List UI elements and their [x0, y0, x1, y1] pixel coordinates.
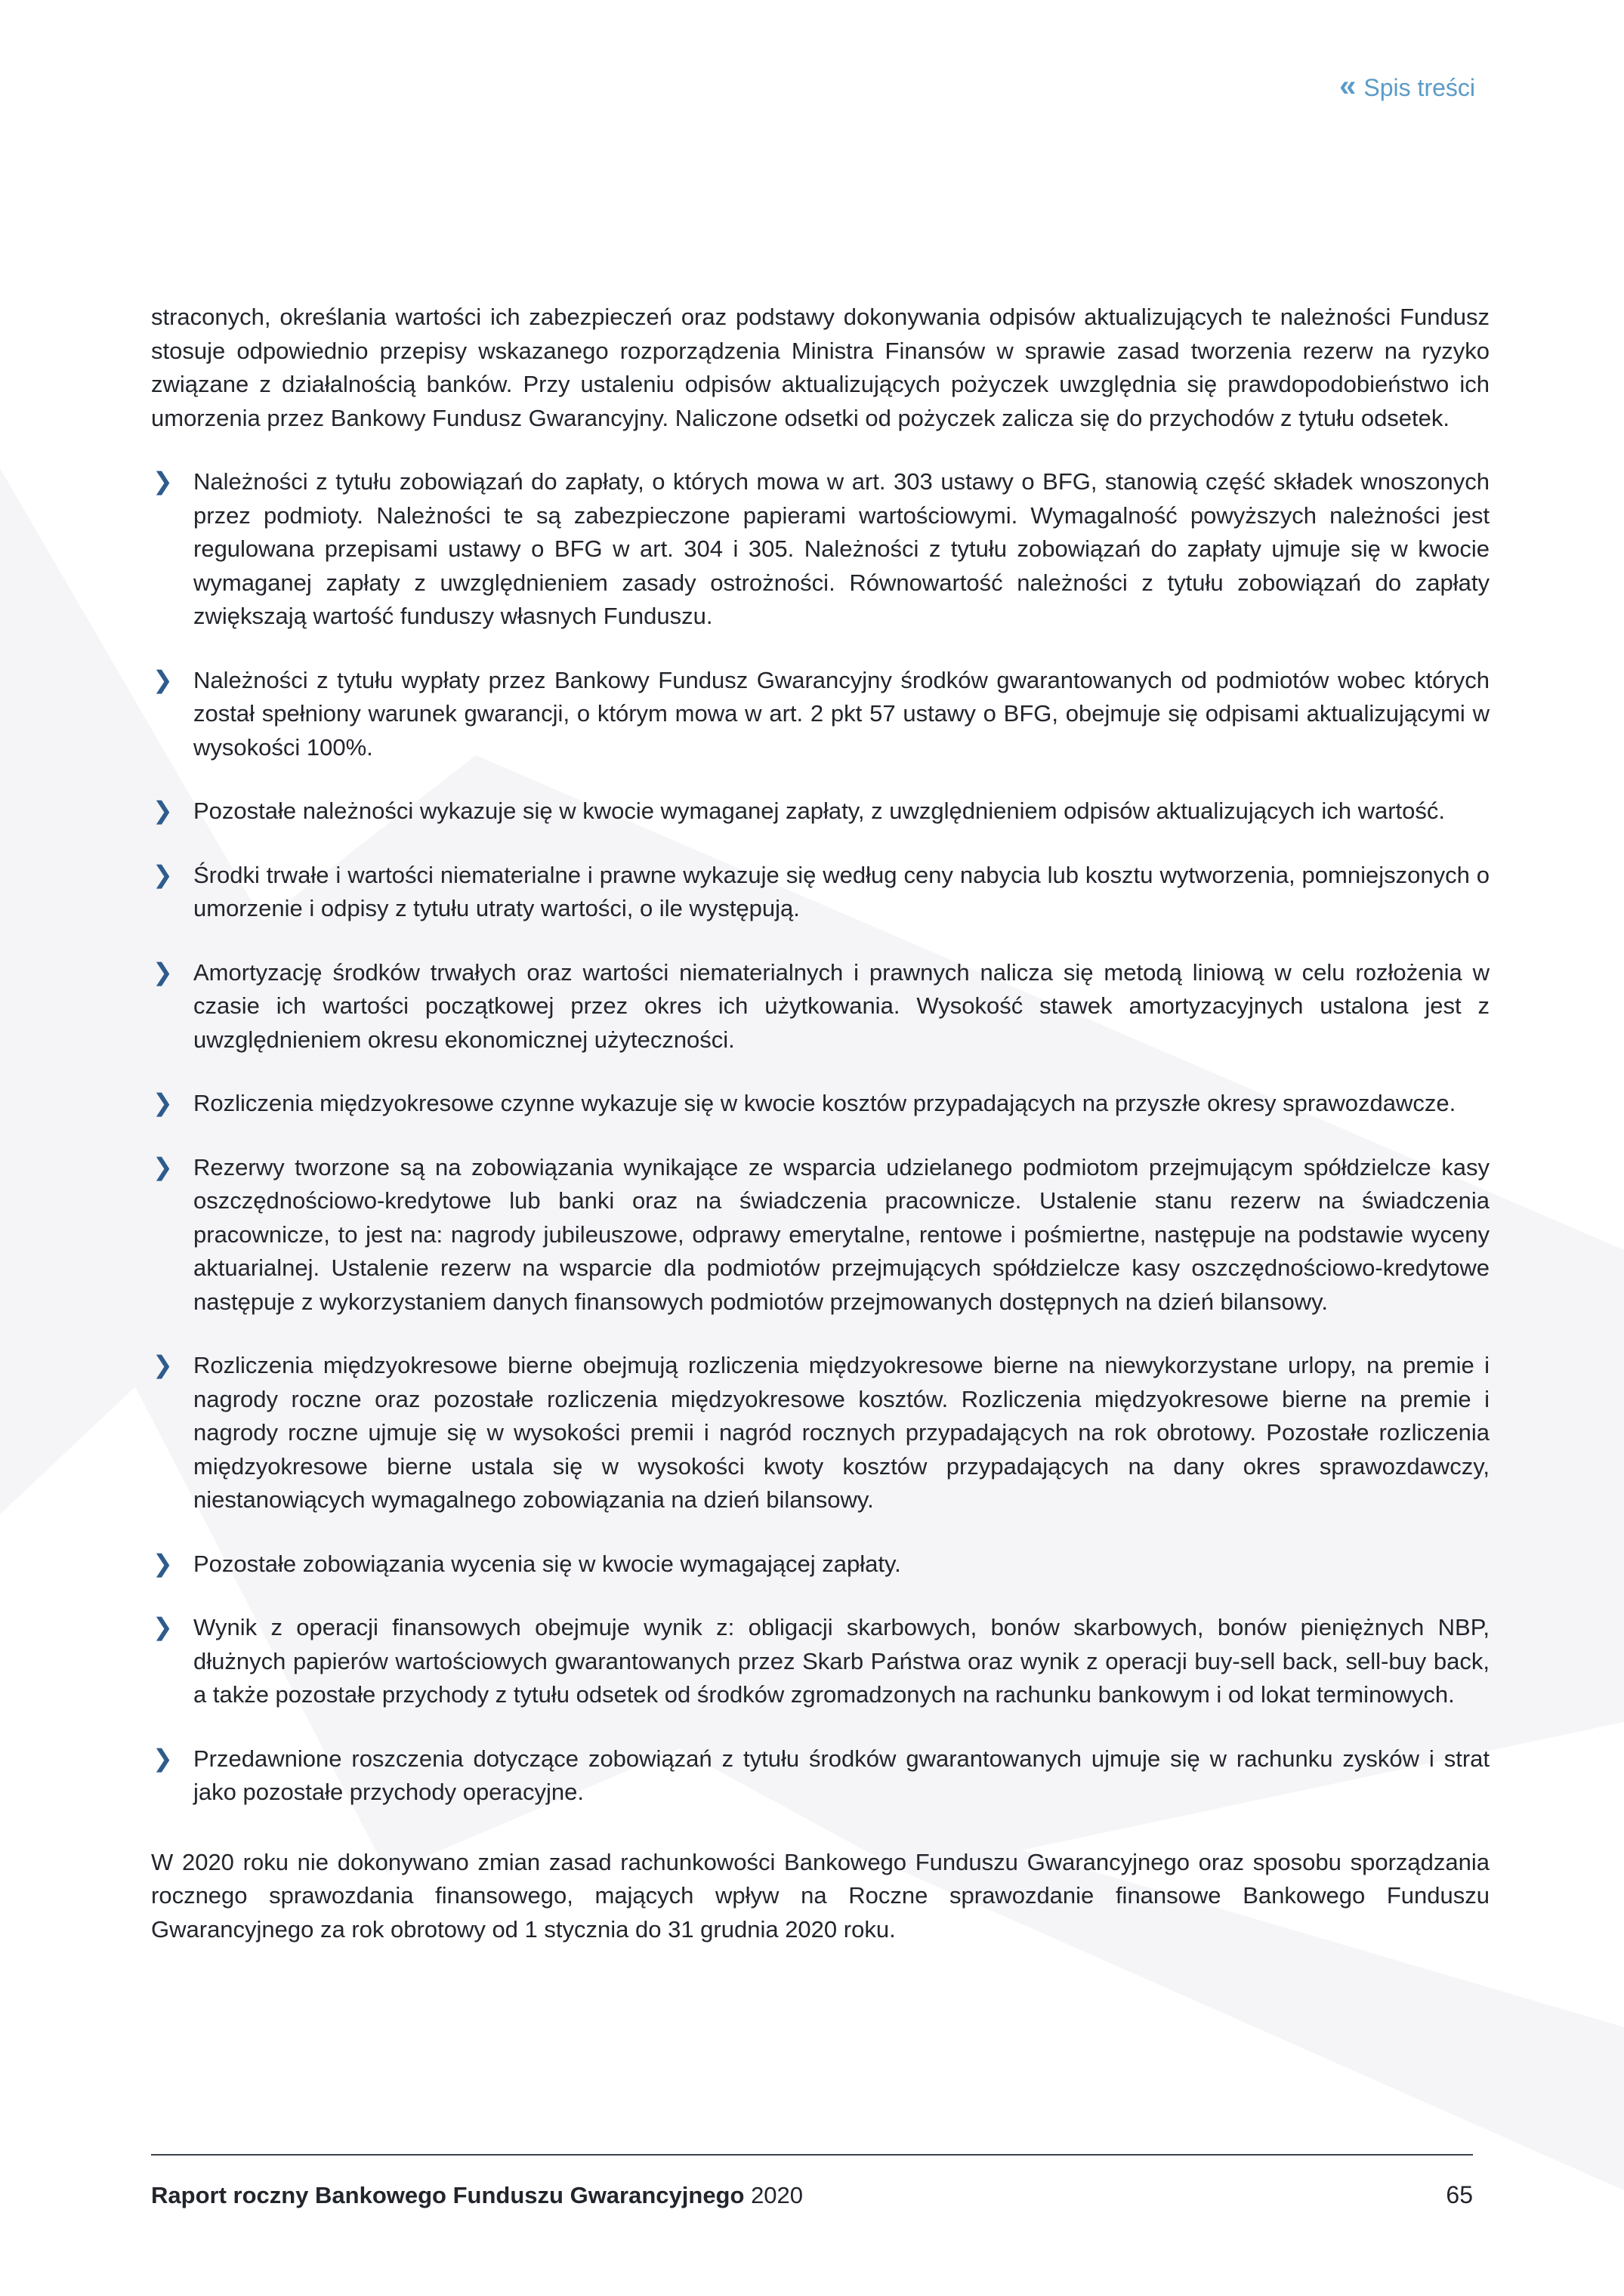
list-item-text: Rozliczenia międzyokresowe czynne wykazuje się w kwocie kosztów przypadających na przyszłe okresy sprawozdawcze. — [193, 1090, 1456, 1116]
chevron-bullet-icon: ❯ — [153, 1548, 173, 1578]
double-left-chevron-icon: « — [1339, 69, 1357, 103]
list-item-text: Środki trwałe i wartości niematerialne i prawne wykazuje się według ceny nabycia lub kosztu wytworzenia, pomniejszonych o umorzenie i odpisy z tytułu utraty wartości, o ile występują. — [193, 861, 1490, 921]
list-item-text: Pozostałe należności wykazuje się w kwocie wymaganej zapłaty, z uwzględnieniem odpisów aktualizujących ich wartość. — [193, 798, 1445, 824]
footer-report-year: 2020 — [751, 2182, 804, 2208]
chevron-bullet-icon: ❯ — [153, 1743, 173, 1773]
list-item-text: Pozostałe zobowiązania wycenia się w kwocie wymagającej zapłaty. — [193, 1550, 901, 1577]
footer — [151, 2181, 1473, 2209]
list-item — [151, 664, 1490, 765]
footer-divider — [151, 2154, 1473, 2156]
list-item-text: Wynik z operacji finansowych obejmuje wynik z: obligacji skarbowych, bonów skarbowych, bonów pieniężnych NBP, dłużnych papierów wartościowych gwarantowanych przez Skarb Państwa oraz wynik z operacji buy-sell back, sell-buy back, a także pozostałe przychody z tytułu odsetek od środków zgromadzonych na rachunku bankowym i od lokat terminowych. — [193, 1614, 1490, 1708]
intro-paragraph: straconych, określania wartości ich zabezpieczeń oraz podstawy dokonywania odpisów aktualizujących te należności Fundusz stosuje odpowiednio przepisy wskazanego rozporządzenia Ministra Finansów w sprawie zasad tworzenia rezerw na ryzyko związane z działalnością banków. Przy ustaleniu odpisów aktualizujących pożyczek uwzględnia się prawdopodobieństwo ich umorzenia przez Bankowy Fundusz Gwarancyjny. Naliczone odsetki od pożyczek zalicza się do przychodów z tytułu odsetek. — [151, 304, 1490, 431]
chevron-bullet-icon: ❯ — [153, 957, 173, 986]
toc-link[interactable] — [1339, 69, 1475, 103]
footer-report-title — [151, 2182, 803, 2209]
footer-report-title-bold: Raport roczny Bankowego Funduszu Gwarancyjnego — [151, 2182, 745, 2208]
list-item-text: Należności z tytułu zobowiązań do zapłaty, o których mowa w art. 303 ustawy o BFG, stanowią część składek wnoszonych przez podmioty. Należności te są zabezpieczone papierami wartościowymi. Wymagalność powyższych należności jest regulowana przepisami ustawy o BFG w art. 304 i 305. Należności z tytułu zobowiązań do zapłaty ujmuje się w kwocie wymaganej zapłaty z uwzględnieniem zasady ostrożności. Równowartość należności z tytułu zobowiązań do zapłaty zwiększają wartość funduszy własnych Funduszu. — [193, 468, 1490, 629]
list-item — [151, 859, 1490, 926]
toc-link-label: Spis treści — [1363, 74, 1475, 101]
page-body-text — [151, 301, 1490, 1946]
list-item-text: Należności z tytułu wypłaty przez Bankowy Fundusz Gwarancyjny środków gwarantowanych od podmiotów wobec których został spełniony warunek gwarancji, o którym mowa w art. 2 pkt 57 ustawy o BFG, obejmuje się odpisami aktualizującymi w wysokości 100%. — [193, 666, 1490, 761]
list-item — [151, 1548, 1490, 1582]
list-item — [151, 1349, 1490, 1517]
list-item — [151, 1087, 1490, 1121]
list-item — [151, 956, 1490, 1057]
chevron-bullet-icon: ❯ — [153, 796, 173, 825]
list-item-text: Rozliczenia międzyokresowe bierne obejmują rozliczenia międzyokresowe bierne na niewykorzystane urlopy, na premie i nagrody roczne oraz pozostałe rozliczenia międzyokresowe kosztów. Rozliczenia międzyokresowe bierne na premie i nagrody roczne ujmuje się w wysokości premii i nagród rocznych przypadających na rok obrotowy. Pozostałe rozliczenia międzyokresowe bierne ustala się w wysokości kwoty kosztów przypadających na dany okres sprawozdawczy, niestanowiących wymagalnego zobowiązania na dzień bilansowy. — [193, 1352, 1490, 1513]
list-item — [151, 795, 1490, 829]
list-item — [151, 1742, 1490, 1810]
page-number: 65 — [1446, 2181, 1473, 2208]
list-item-text: Przedawnione roszczenia dotyczące zobowiązań z tytułu środków gwarantowanych ujmuje się w rachunku zysków i strat jako pozostałe przychody operacyjne. — [193, 1745, 1490, 1805]
chevron-bullet-icon: ❯ — [153, 1088, 173, 1117]
list-item-text: Rezerwy tworzone są na zobowiązania wynikające ze wsparcia udzielanego podmiotom przejmującym spółdzielcze kasy oszczędnościowo-kredytowe lub banki oraz na świadczenia pracownicze. Ustalenie stanu rezerw na świadczenia pracownicze, to jest na: nagrody jubileuszowe, odprawy emerytalne, rentowe i pośmiertne, następuje na podstawie wyceny aktuarialnej. Ustalenie rezerw na wsparcie dla podmiotów przejmujących spółdzielcze kasy oszczędnościowo-kredytowe następuje z wykorzystaniem danych finansowych podmiotów przejmowanych dostępnych na dzień bilansowy. — [193, 1153, 1490, 1315]
list-item — [151, 465, 1490, 634]
list-item — [151, 1151, 1490, 1319]
chevron-bullet-icon: ❯ — [153, 1152, 173, 1181]
closing-paragraph: W 2020 roku nie dokonywano zmian zasad rachunkowości Bankowego Funduszu Gwarancyjnego oraz sposobu sporządzania rocznego sprawozdania finansowego, mających wpływ na Roczne sprawozdanie finansowe Bankowego Funduszu Gwarancyjnego za rok obrotowy od 1 stycznia do 31 grudnia 2020 roku. — [151, 1848, 1490, 1943]
bullet-list — [151, 465, 1490, 1810]
chevron-bullet-icon: ❯ — [153, 859, 173, 889]
chevron-bullet-icon: ❯ — [153, 1350, 173, 1379]
chevron-bullet-icon: ❯ — [153, 1612, 173, 1641]
chevron-bullet-icon: ❯ — [153, 665, 173, 694]
list-item — [151, 1611, 1490, 1712]
chevron-bullet-icon: ❯ — [153, 467, 173, 495]
list-item-text: Amortyzację środków trwałych oraz wartości niematerialnych i prawnych nalicza się metodą liniową w celu rozłożenia w czasie ich wartości początkowej przez okres ich użytkowania. Wysokość stawek amortyzacyjnych ustalona jest z uwzględnieniem okresu ekonomicznej użyteczności. — [193, 958, 1490, 1053]
